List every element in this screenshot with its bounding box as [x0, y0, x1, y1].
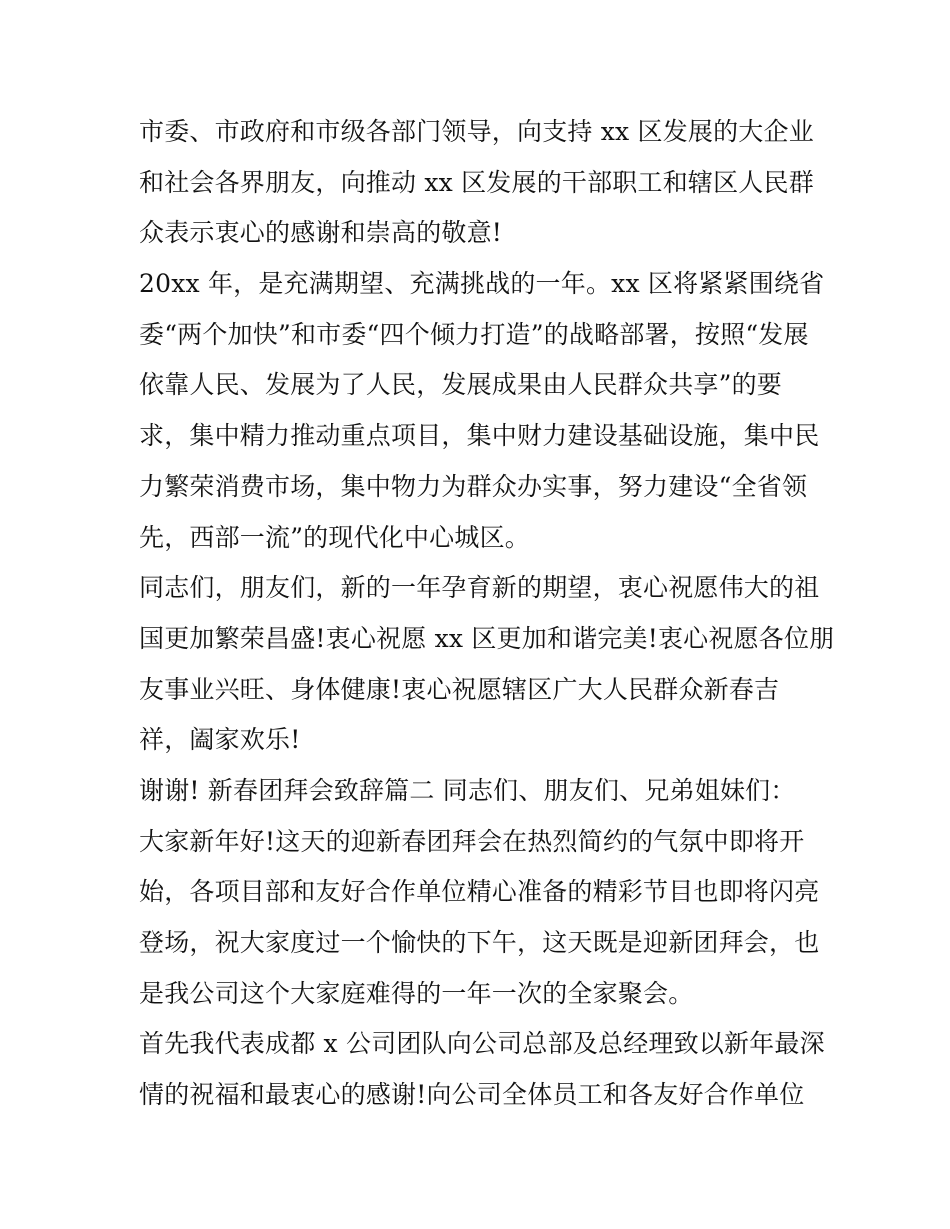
text-line: 祥，阖家欢乐!	[139, 725, 301, 755]
text-line: 先，西部一流”的现代化中心城区。	[139, 522, 530, 552]
text-line: 大家新年好!这天的迎新春团拜会在热烈简约的气氛中即将开	[139, 826, 805, 856]
text-line: 市委、市政府和市级各部门领导，向支持 xx 区发展的大企业	[139, 117, 814, 146]
text-line: 委“两个加快”和市委“四个倾力打造”的战略部署，按照“发展	[139, 319, 809, 349]
document-body	[139, 107, 835, 1121]
text-line: 始，各项目部和友好合作单位精心准备的精彩节目也即将闪亮	[139, 877, 820, 907]
text-line: 国更加繁荣昌盛!衷心祝愿 xx 区更加和谐完美!衷心祝愿各位朋	[139, 623, 835, 653]
text-line: 20xx 年，是充满期望、充满挑战的一年。xx 区将紧紧围绕省	[139, 269, 825, 299]
text-line: 和社会各界朋友，向推动 xx 区发展的干部职工和辖区人民群	[139, 167, 814, 197]
text-line: 求，集中精力推动重点项目，集中财力建设基础设施，集中民	[139, 421, 820, 451]
text-line: 首先我代表成都 x 公司团队向公司总部及总经理致以新年最深	[139, 1029, 825, 1059]
text-line: 友事业兴旺、身体健康!衷心祝愿辖区广大人民群众新春吉	[139, 674, 780, 704]
text-line: 是我公司这个大家庭难得的一年一次的全家聚会。	[139, 978, 694, 1008]
text-line: 谢谢! 新春团拜会致辞篇二 同志们、朋友们、兄弟姐妹们：	[139, 775, 796, 805]
text-line: 力繁荣消费市场，集中物力为群众办实事，努力建设“全省领	[139, 471, 808, 501]
text-line: 众表示衷心的感谢和崇高的敬意!	[139, 218, 503, 248]
text-line: 同志们，朋友们，新的一年孕育新的期望，衷心祝愿伟大的祖	[139, 573, 820, 603]
text-line: 登场，祝大家度过一个愉快的下午，这天既是迎新团拜会，也	[139, 928, 820, 957]
text-line: 依靠人民、发展为了人民，发展成果由人民群众共享”的要	[139, 370, 782, 400]
text-line: 情的祝福和最衷心的感谢!向公司全体员工和各友好合作单位	[139, 1080, 805, 1110]
